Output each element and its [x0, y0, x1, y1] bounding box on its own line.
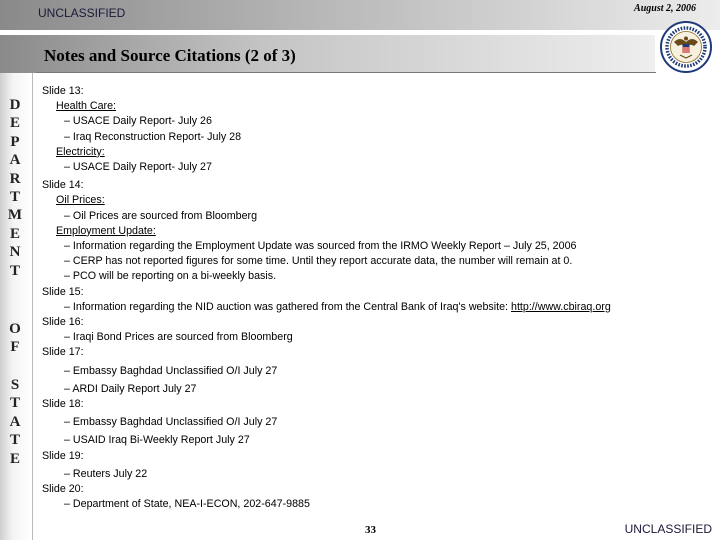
citation-item: [42, 300, 712, 315]
sidebar-word-department: D E P A R T M E N T: [7, 97, 23, 279]
citation-text: – CERP has not reported figures for some time. Until they report accurate data, the number will remain at 0.: [64, 255, 573, 268]
citation-item: [42, 130, 712, 145]
section-label: [42, 145, 712, 160]
citation-text: Slide 14:: [42, 179, 84, 192]
classification-bottom: UNCLASSIFIED: [624, 522, 712, 536]
section-label: [42, 99, 712, 114]
citation-item: [42, 209, 712, 224]
cbi-website-link[interactable]: http://www.cbiraq.org: [511, 300, 611, 313]
sidebar-word-state: S T A T E: [9, 377, 21, 467]
slide-heading: [42, 449, 712, 464]
citation-text: – Iraqi Bond Prices are sourced from Bloomberg: [64, 331, 293, 344]
citation-text: Health Care:: [56, 100, 116, 113]
page-number: 33: [365, 524, 376, 536]
citation-item: [42, 254, 712, 269]
classification-top: UNCLASSIFIED: [38, 6, 126, 20]
sidebar-word-of: O F: [9, 321, 21, 356]
citation-text: – Information regarding the Employment Update was sourced from the IRMO Weekly Report – July 25, 2006: [64, 240, 577, 253]
citation-item: [42, 433, 712, 448]
citation-text: – USAID Iraq Bi-Weekly Report July 27: [64, 434, 250, 447]
citation-text: – USACE Daily Report- July 27: [64, 161, 212, 174]
citation-item: [42, 415, 712, 430]
citation-text: Slide 18:: [42, 398, 84, 411]
slide-heading: [42, 482, 712, 497]
citation-text: – Embassy Baghdad Unclassified O/I July 27: [64, 416, 278, 429]
section-label: [42, 224, 712, 239]
citation-text: – Embassy Baghdad Unclassified O/I July 27: [64, 364, 278, 377]
page-title: Notes and Source Citations (2 of 3): [44, 46, 296, 65]
citation-text: – USACE Daily Report- July 26: [64, 115, 212, 128]
citation-item: [42, 382, 712, 397]
citation-item: [42, 330, 712, 345]
citation-text: Slide 15:: [42, 285, 84, 298]
slide-heading: [42, 345, 712, 360]
state-department-seal-icon: [656, 20, 716, 74]
citation-text: Oil Prices:: [56, 194, 105, 207]
citation-text: Slide 19:: [42, 449, 84, 462]
citation-item: [42, 239, 712, 254]
citation-text: Employment Update:: [56, 224, 156, 237]
slide-heading: [42, 315, 712, 330]
citation-text: – ARDI Daily Report July 27: [64, 382, 197, 395]
citation-item: [42, 467, 712, 482]
slide-heading: [42, 397, 712, 412]
citation-text: – Oil Prices are sourced from Bloomberg: [64, 209, 258, 222]
citation-item: [42, 114, 712, 129]
slide-heading: [42, 178, 712, 193]
citation-text: Slide 20:: [42, 483, 84, 496]
citation-text: – Iraq Reconstruction Report- July 28: [64, 130, 242, 143]
citation-text: Slide 13:: [42, 85, 84, 97]
citation-item: [42, 269, 712, 284]
citation-item: [42, 160, 712, 175]
citation-text: Slide 17:: [42, 346, 84, 359]
citation-text: – Reuters July 22: [64, 467, 148, 480]
citation-list: [42, 84, 712, 512]
citation-item: [42, 497, 712, 512]
slide-heading: [42, 285, 712, 300]
citation-text: Slide 16:: [42, 316, 84, 329]
citation-text: – PCO will be reporting on a bi-weekly basis.: [64, 270, 277, 283]
citation-text: – Department of State, NEA-I-ECON, 202-647-9885: [64, 498, 310, 511]
citation-text: Electricity:: [56, 145, 105, 158]
title-divider: [36, 72, 656, 73]
section-label: [42, 193, 712, 208]
slide-heading: [42, 84, 712, 99]
date-label: August 2, 2006: [634, 3, 696, 14]
citation-text: – Information regarding the NID auction was gathered from the Central Bank of Iraq's website:: [64, 300, 511, 313]
citation-item: [42, 364, 712, 379]
